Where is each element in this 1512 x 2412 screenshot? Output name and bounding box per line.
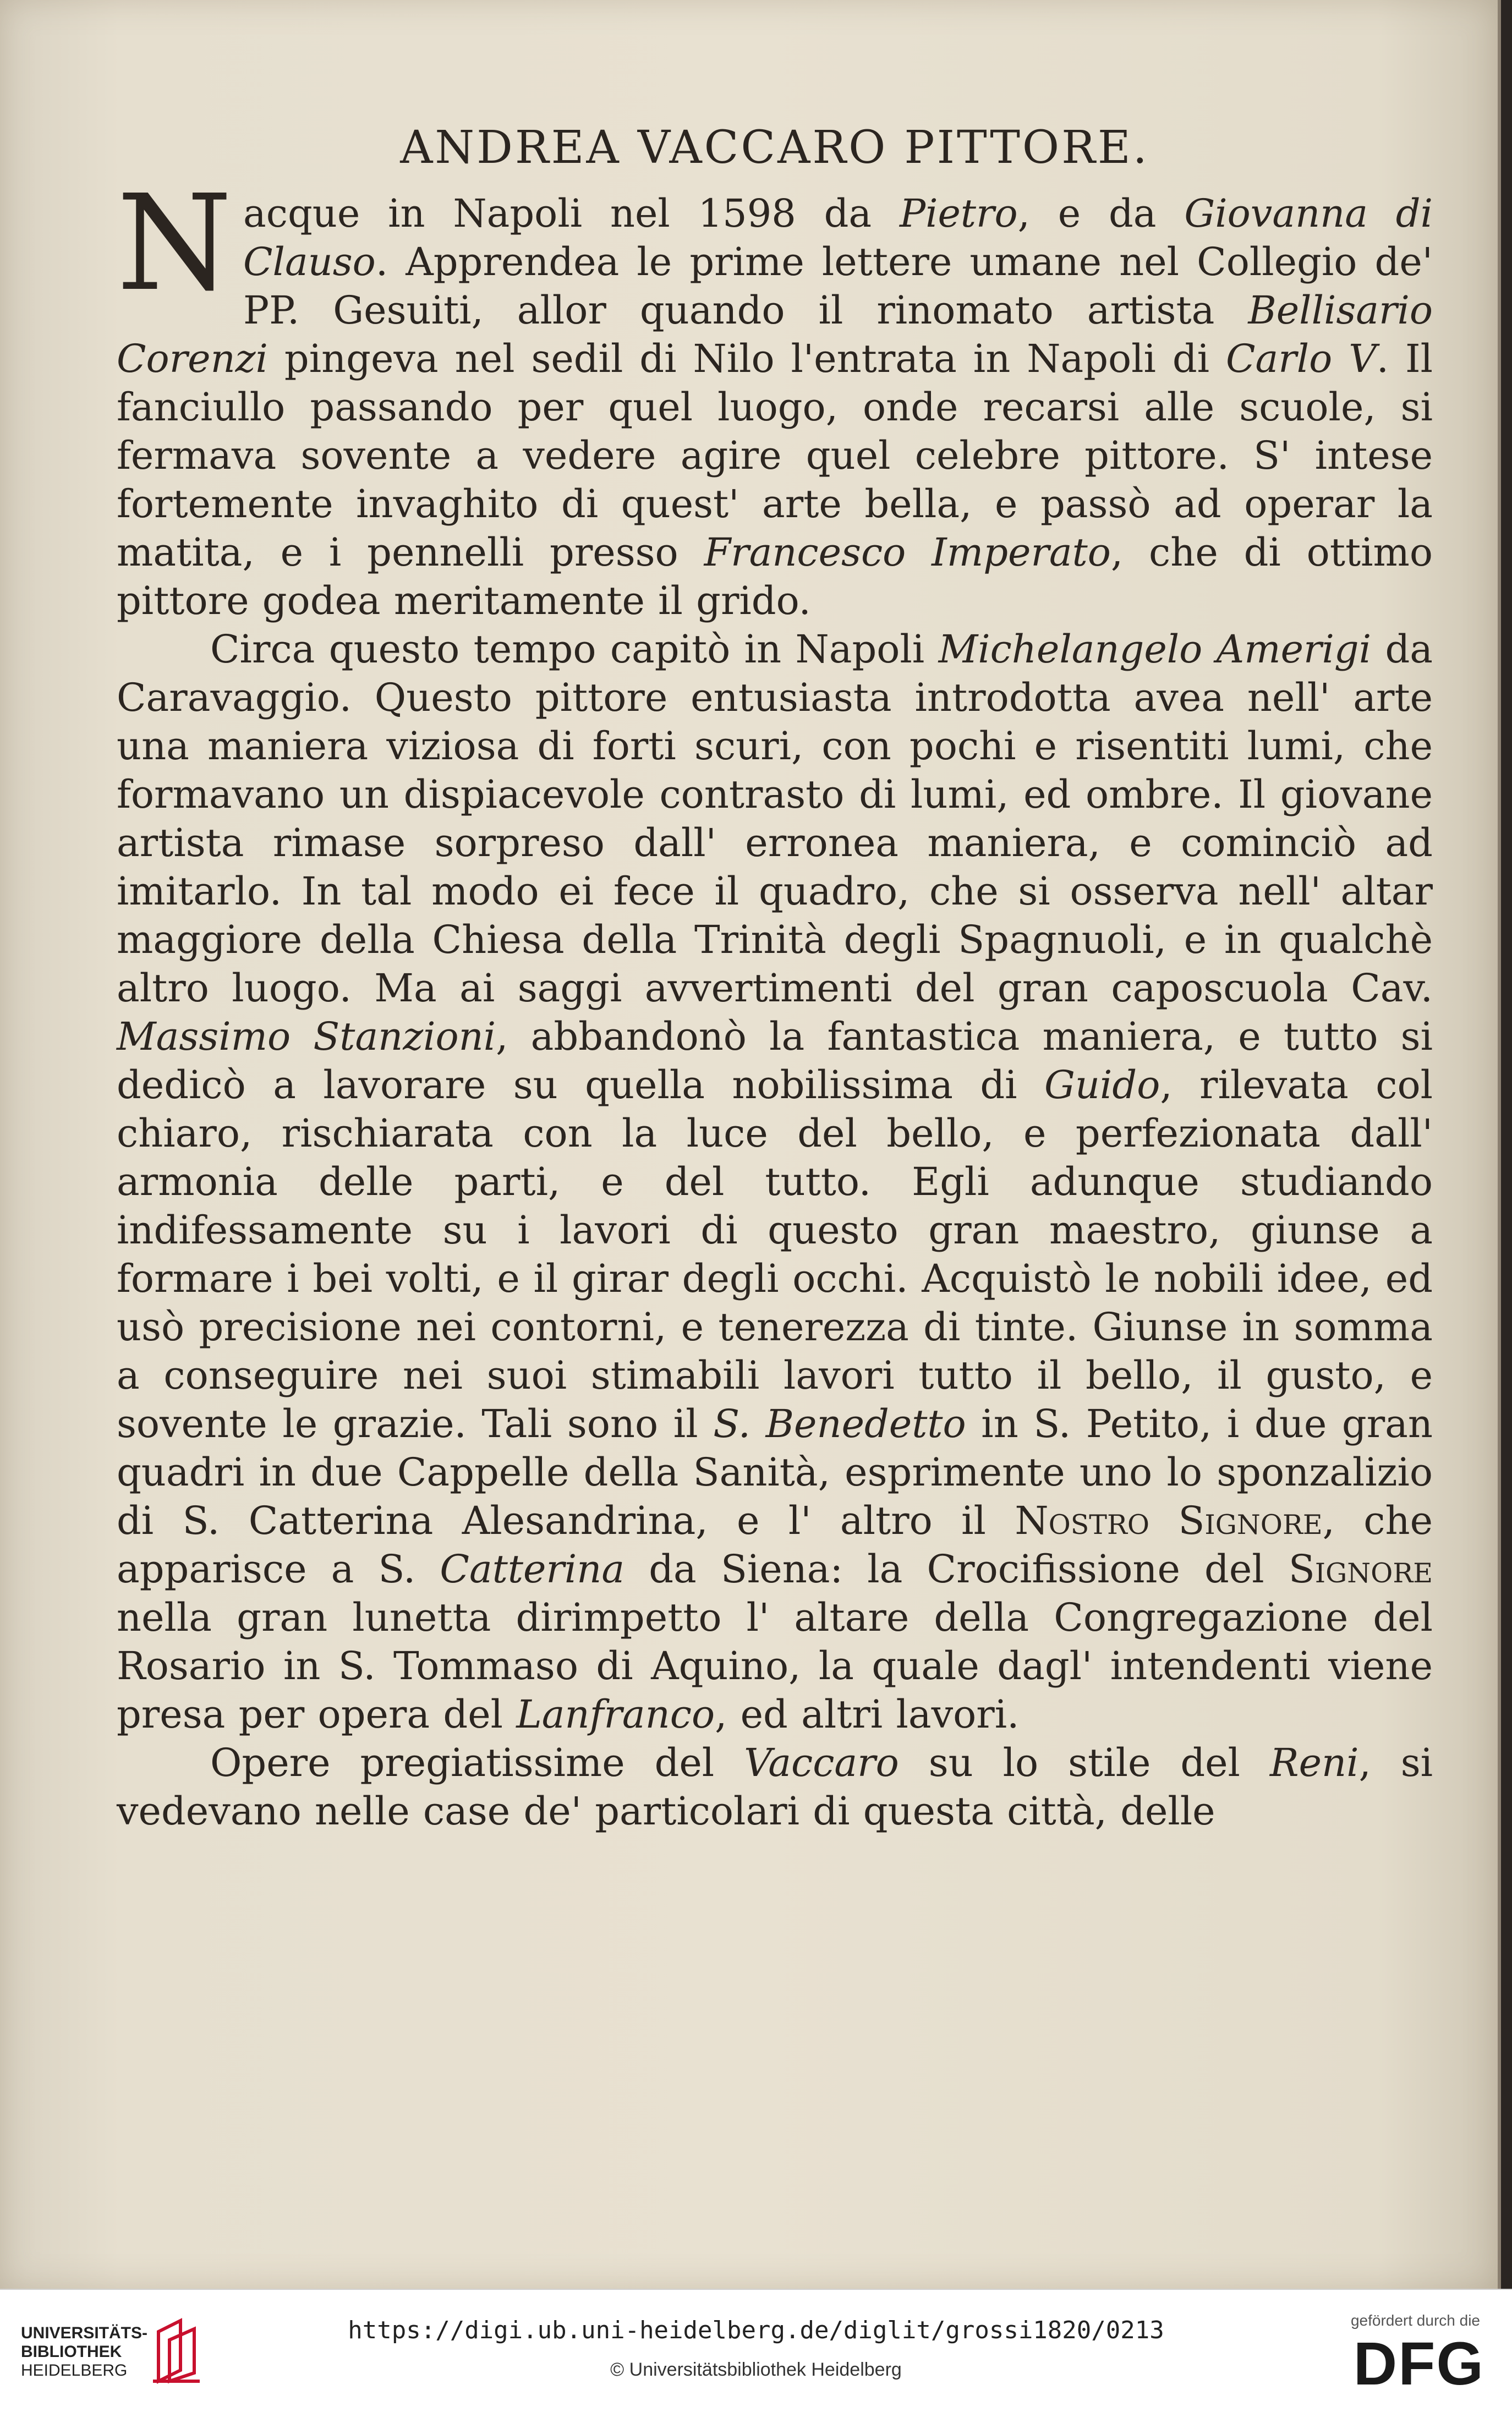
text-run: Lanfranco (516, 1692, 715, 1737)
text-run: Vaccaro (744, 1740, 899, 1785)
text-run: Signore (1288, 1547, 1433, 1592)
copyright-notice: © Universitätsbibliothek Heidelberg (610, 2359, 902, 2380)
paragraph-3 (117, 1739, 1433, 1835)
paragraph-1 (117, 166, 1433, 625)
text-run: acque in Napoli nel 1598 da (243, 191, 900, 236)
text-run: Giovanna di Clauso (243, 191, 1433, 284)
library-logo-text[interactable]: UNIVERSITÄTS- BIBLIOTHEK HEIDELBERG (21, 2324, 148, 2380)
text-run: Nostro Signore (1015, 1498, 1323, 1543)
footer-bar (0, 2289, 1512, 2412)
text-run: Carlo V (1226, 336, 1377, 381)
text-run: nella gran lunetta dirimpetto l' altare della Congregazione del Rosario in S. Tommaso di Aquino, la quale dagl' intendenti viene presa per opera del (117, 1595, 1433, 1737)
text-run: su lo stile del (899, 1740, 1270, 1785)
text-run: da Siena: la Crocifissione del (624, 1547, 1289, 1592)
page-text (117, 118, 1433, 1835)
text-run: S. Benedetto (713, 1401, 966, 1446)
permalink-url[interactable]: https://digi.ub.uni-heidelberg.de/diglit/grossi1820/0213 (348, 2316, 1164, 2344)
funding-label: gefördert durch die (1350, 2312, 1480, 2329)
text-run: Reni (1269, 1740, 1359, 1785)
text-run: Guido (1044, 1062, 1160, 1108)
text-run: , ed altri lavori. (715, 1692, 1020, 1737)
text-run: Michelangelo Amerigi (938, 627, 1372, 672)
text-run: , rilevata col chiaro, rischiarata con la luce del bello, e perfezionata dall' armonia delle parti, e del tutto. Egli adunque studiando indifessamente su i lavori di questo gran maestro, giunse a formare i bei volti, e il girar degli occhi. Acquistò le nobili idee, ed usò precisione nei contorni, e tenerezza di tinte. Giunse in somma a conseguire nei suoi stimabili lavori tutto il bello, il gusto, e sovente le grazie. Tali sono il (117, 1062, 1433, 1446)
text-run: , si vedevano nelle case de' particolari di questa città, delle (117, 1740, 1433, 1834)
dfg-logo[interactable]: DFG (1353, 2330, 1484, 2398)
text-run: , abbandonò la fantastica maniera, e tutto si dedicò a lavorare su quella nobilissima di (117, 1014, 1433, 1108)
text-run: Bellisario Corenzi (117, 288, 1433, 381)
text-run: Circa questo tempo capitò in Napoli (210, 627, 939, 672)
text-run: , che apparisce a S. (117, 1498, 1433, 1592)
text-run: in S. Petito, i due gran quadri in due Cappelle della Sanità, esprimente uno lo sponzalizio di S. Catterina Alesandrina, e l' altro il (117, 1401, 1433, 1543)
text-run: Opere pregiatissime del (210, 1740, 744, 1785)
paragraph-2 (117, 625, 1433, 1739)
text-run: . Apprendea le prime lettere umane nel Collegio de' PP. Gesuiti, allor quando il rinomato artista (243, 239, 1433, 333)
text-run: Pietro (899, 191, 1018, 236)
text-run: Francesco Imperato (704, 530, 1111, 575)
drop-cap: N (117, 166, 232, 320)
text-run: . Il fanciullo passando per quel luogo, onde recarsi alle scuole, si fermava sovente a vedere agire quel celebre pittore. S' intese fortemente invaghito di quest' arte bella, e passò ad operar la matita, e i pennelli presso (117, 336, 1433, 575)
text-run: pingeva nel sedil di Nilo l'entrata in Napoli di (267, 336, 1226, 381)
text-run: , che di ottimo pittore godea meritamente il grido. (117, 530, 1433, 623)
text-run: Catterina (440, 1547, 625, 1592)
page-title: ANDREA VACCARO PITTORE. (400, 122, 1149, 174)
text-run: da Caravaggio. Questo pittore entusiasta introdotta avea nell' arte una maniera viziosa di forti scuri, con pochi e risentiti lumi, che formavano un dispiacevole contrasto di lumi, ed ombre. Il giovane artista rimase sorpreso dall' erronea maniera, e cominciò ad imitarlo. In tal modo ei fece il quadro, che si osserva nell' altar maggiore della Chiesa della Trinità degli Spagnuoli, e in qualchè altro luogo. Ma ai saggi avvertimenti del gran caposcuola Cav. (117, 627, 1433, 1011)
text-run: , e da (1017, 191, 1185, 236)
text-run: Massimo Stanzioni (117, 1014, 496, 1059)
